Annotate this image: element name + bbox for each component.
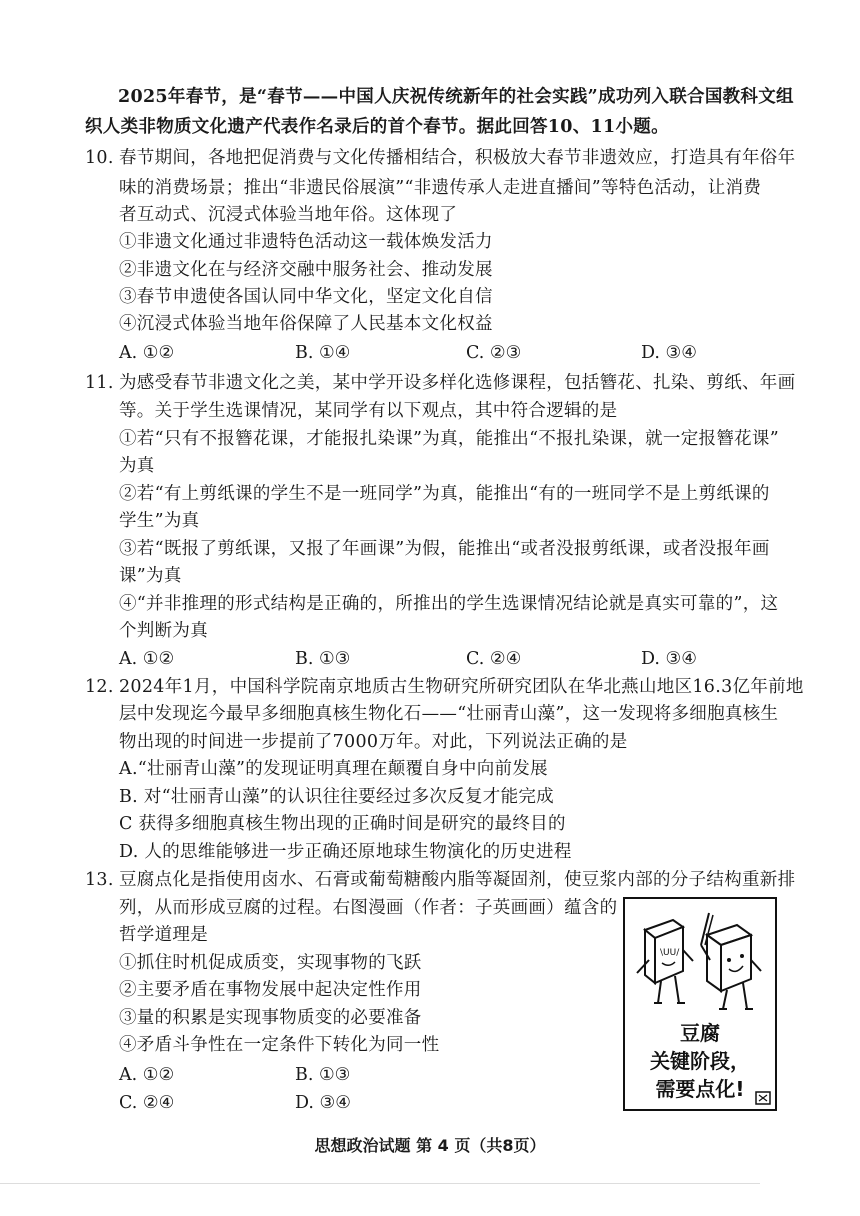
q12-stem-line: 2024年1月，中国科学院南京地质古生物研究所研究团队在华北燕山地区16.3亿年前地 — [119, 677, 804, 697]
q13-option-c: C. ②④ — [119, 1093, 175, 1113]
q11-item: 个判断为真 — [119, 621, 208, 641]
q10-item: ②非遗文化在与经济交融中服务社会、推动发展 — [119, 260, 493, 280]
q13-option-a: A. ①② — [119, 1065, 175, 1085]
q11-item: 学生”为真 — [119, 511, 200, 531]
q11-item: ④“并非推理的形式结构是正确的，所推出的学生选课情况结论就是真实可靠的”，这 — [119, 594, 779, 614]
q11-option-b: B. ①③ — [295, 649, 351, 669]
q13-stem-line: 豆腐点化是指使用卤水、石膏或葡萄糖酸内脂等凝固剂，使豆浆内部的分子结构重新排 — [119, 870, 796, 890]
q10-item: ④沉浸式体验当地年俗保障了人民基本文化权益 — [119, 314, 493, 334]
q12-stem-line: 物出现的时间进一步提前了7000万年。对此，下列说法正确的是 — [119, 732, 628, 752]
tofu-comic — [623, 897, 777, 1111]
q10-option-b: B. ①④ — [295, 343, 351, 363]
q11-item: 为真 — [119, 456, 155, 476]
q11-stem-line: 为感受春节非遗文化之美，某中学开设多样化选修课程，包括簪花、扎染、剪纸、年画 — [119, 373, 796, 393]
q13-item: ②主要矛盾在事物发展中起决定性作用 — [119, 980, 422, 1000]
q12-option-d: D. 人的思维能够进一步正确还原地球生物演化的历史进程 — [119, 842, 572, 862]
q12-stem-line: 层中发现迄今最早多细胞真核生物化石——“壮丽青山藻”，这一发现将多细胞真核生 — [119, 704, 779, 724]
comic-caption-line: 关键阶段， — [650, 1049, 750, 1073]
q13-number: 13. — [85, 870, 114, 890]
q10-stem-line: 春节期间，各地把促消费与文化传播相结合，积极放大春节非遗效应，打造具有年俗年 — [119, 148, 796, 168]
q10-item: ①非遗文化通过非遗特色活动这一载体焕发活力 — [119, 232, 493, 252]
author-seal-icon — [755, 1091, 771, 1105]
q10-option-a: A. ①② — [119, 343, 175, 363]
q10-item: ③春节申遗使各国认同中华文化，坚定文化自信 — [119, 287, 493, 307]
q12-number: 12. — [85, 677, 114, 697]
q11-item: ①若“只有不报簪花课，才能报扎染课”为真，能推出“不报扎染课，就一定报簪花课” — [119, 429, 779, 449]
q11-option-a: A. ①② — [119, 649, 175, 669]
q11-item: 课”为真 — [119, 566, 182, 586]
divider — [0, 1183, 760, 1184]
q11-option-c: C. ②④ — [466, 649, 522, 669]
svg-text:\UU/: \UU/ — [660, 948, 680, 958]
q13-stem-line: 哲学道理是 — [119, 925, 208, 945]
page-footer: 思想政治试题 第 4 页（共8页） — [314, 1136, 546, 1155]
q12-option-a: A.“壮丽青山藻”的发现证明真理在颠覆自身中向前发展 — [119, 759, 548, 779]
q13-option-b: B. ①③ — [295, 1065, 351, 1085]
q11-item: ②若“有上剪纸课的学生不是一班同学”为真，能推出“有的一班同学不是上剪纸课的 — [119, 484, 770, 504]
q10-option-d: D. ③④ — [641, 343, 697, 363]
q13-stem-line: 列，从而形成豆腐的过程。右图漫画（作者：子英画画）蕴含的 — [119, 898, 618, 918]
q12-option-b: B. 对“壮丽青山藻”的认识往往要经过多次反复才能完成 — [119, 787, 554, 807]
comic-caption-line: 需要点化! — [655, 1077, 745, 1101]
comic-caption-line: 豆腐 — [680, 1021, 720, 1045]
q11-number: 11. — [85, 373, 114, 393]
tofu-characters-illustration — [625, 905, 775, 1015]
q10-stem-line: 味的消费场景；推出“非遗民俗展演”“非遗传承人走进直播间”等特色活动，让消费 — [119, 178, 762, 198]
q12-option-c: C 获得多细胞真核生物出现的正确时间是研究的最终目的 — [119, 814, 566, 834]
q13-item: ③量的积累是实现事物质变的必要准备 — [119, 1008, 422, 1028]
q11-item: ③若“既报了剪纸课，又报了年画课”为假，能推出“或者没报剪纸课，或者没报年画 — [119, 539, 770, 559]
q10-stem-line: 者互动式、沉浸式体验当地年俗。这体现了 — [119, 205, 458, 225]
q13-item: ①抓住时机促成质变，实现事物的飞跃 — [119, 953, 422, 973]
intro-line-2: 织人类非物质文化遗产代表作名录后的首个春节。据此回答10、11小题。 — [85, 117, 669, 137]
q11-stem-line: 等。关于学生选课情况，某同学有以下观点，其中符合逻辑的是 — [119, 401, 618, 421]
q10-option-c: C. ②③ — [466, 343, 522, 363]
q13-item: ④矛盾斗争性在一定条件下转化为同一性 — [119, 1035, 440, 1055]
q13-option-d: D. ③④ — [295, 1093, 351, 1113]
q10-number: 10. — [85, 148, 114, 168]
intro-line-1: 2025年春节，是“春节——中国人庆祝传统新年的社会实践”成功列入联合国教科文组 — [118, 87, 794, 107]
q11-option-d: D. ③④ — [641, 649, 697, 669]
